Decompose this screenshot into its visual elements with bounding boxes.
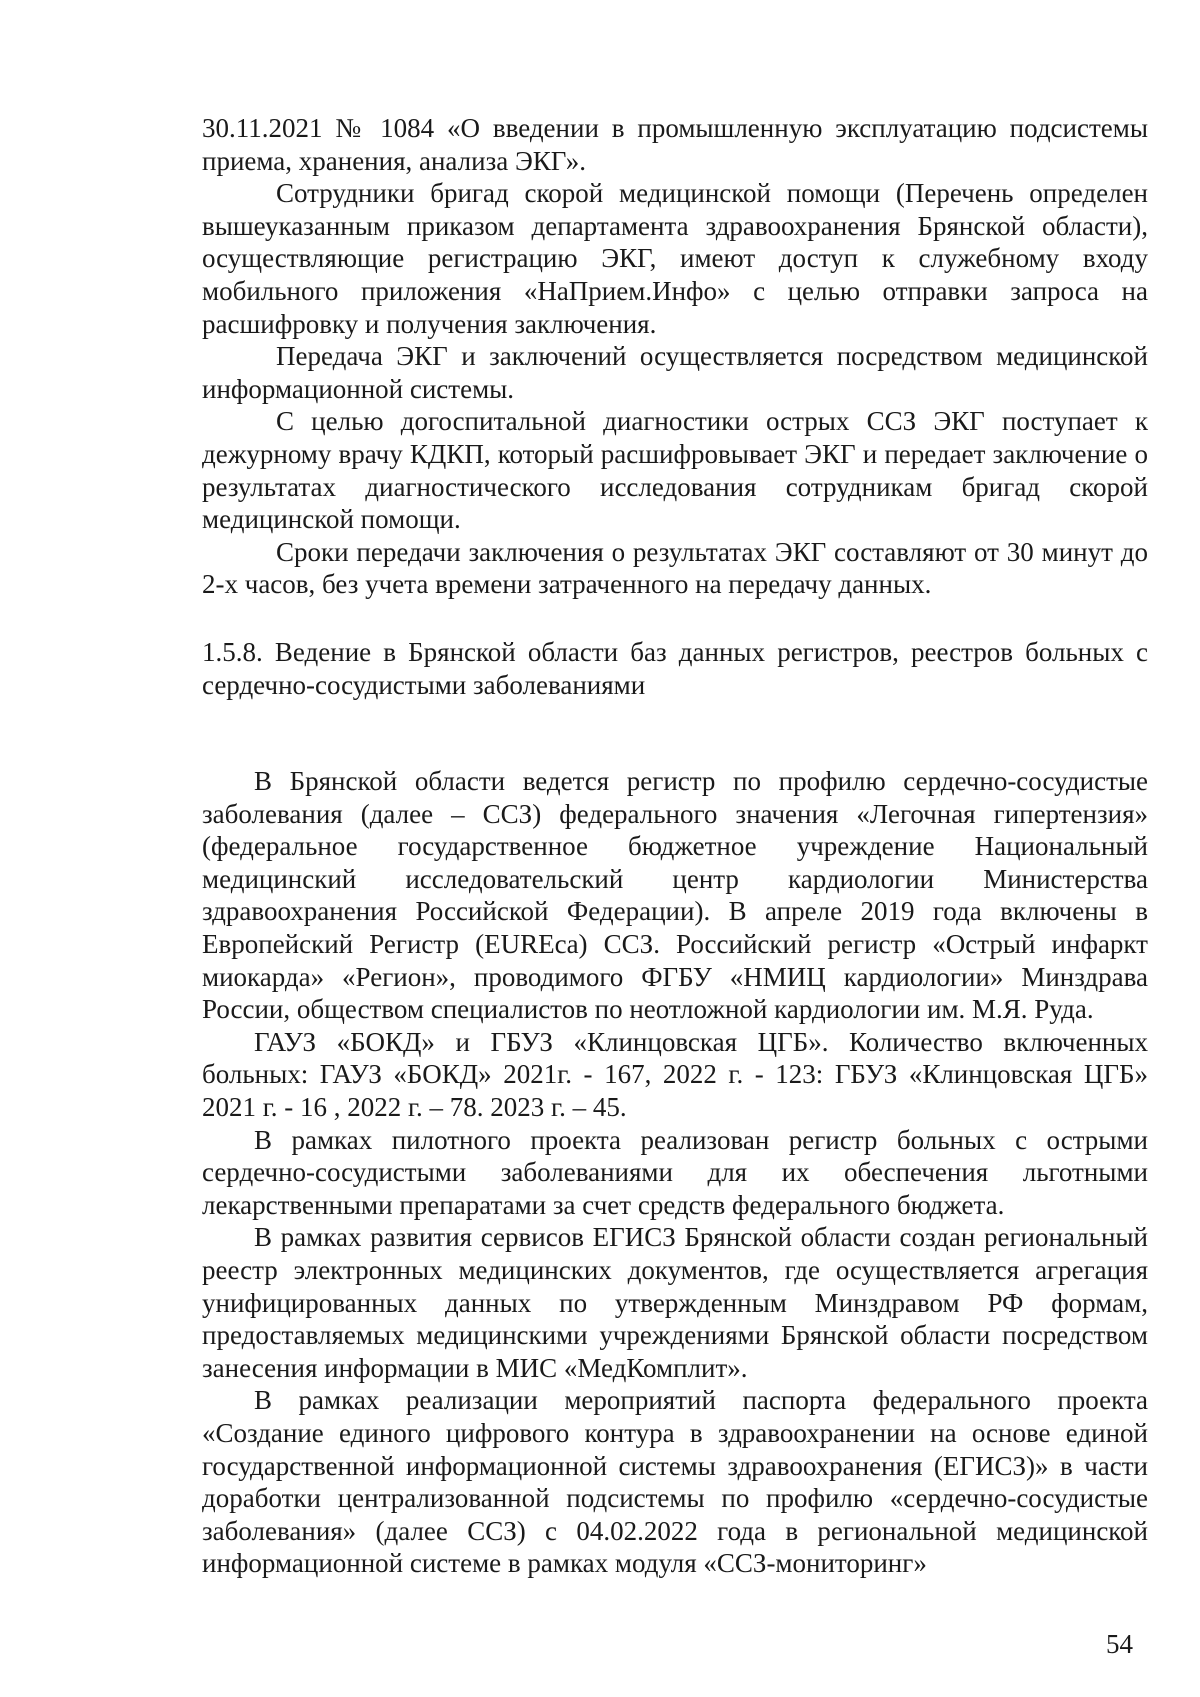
paragraph-transfer-terms: Сроки передачи заключения о результатах ЭКГ составляют от 30 минут до 2-х часов, без учета времени затраченного на передачу данных. — [202, 536, 1148, 600]
document-page — [202, 112, 1148, 1580]
paragraph-prehospital-diagnostics: С целью догоспитальной диагностики острых ССЗ ЭКГ поступает к дежурному врачу КДКП, который расшифровывает ЭКГ и передает заключение о результатах диагностического исследования сотрудникам бригад скорой медицинской помощи. — [202, 406, 1148, 535]
paragraph-registry-counts: ГАУЗ «БОКД» и ГБУЗ «Клинцовская ЦГБ». Количество включенных больных: ГАУЗ «БОКД» 2021г. - 167, 2022 г. - 123: ГБУЗ «Клинцовская ЦГБ» 2021 г. - 16 , 2022 г. – 78. 2023 г. – 45. — [202, 1026, 1148, 1123]
paragraph-ambulance-staff: Сотрудники бригад скорой медицинской помощи (Перечень определен вышеуказанным приказом департамента здравоохранения Брянской области), осуществляющие регистрацию ЭКГ, имеют доступ к служебному входу мобильного приложения «НаПрием.Инфо» с целью отправки запроса на расшифровку и получения заключения. — [202, 178, 1148, 339]
page-number: 54 — [1106, 1629, 1133, 1659]
paragraph-registry-overview: В Брянской области ведется регистр по профилю сердечно-сосудистые заболевания (далее – ССЗ) федерального значения «Легочная гипертензия» (федеральное государственное бюджетное учреждение Национальный медицинский исследовательский центр кардиологии Министерства здравоохранения Российской Федерации). В апреле 2019 года включены в Европейский Регистр (EUREca) ССЗ. Российский регистр «Острый инфаркт миокарда» «Регион», проводимого ФГБУ «НМИЦ кардиологии» Минздрава России, обществом специалистов по неотложной кардиологии им. М.Я. Руда. — [202, 766, 1148, 1025]
section-heading: 1.5.8. Ведение в Брянской области баз данных регистров, реестров больных с сердечно-сосудистыми заболеваниями — [202, 636, 1148, 700]
paragraph-pilot-project: В рамках пилотного проекта реализован регистр больных с острыми сердечно-сосудистыми заболеваниями для их обеспечения льготными лекарственными препаратами за счет средств федерального бюджета. — [202, 1124, 1148, 1220]
paragraph-order-reference: 30.11.2021 № 1084 «О введении в промышленную эксплуатацию подсистемы приема, хранения, анализа ЭКГ». — [202, 113, 1148, 176]
paragraph-egisz-registry: В рамках развития сервисов ЕГИСЗ Брянской области создан региональный реестр электронных медицинских документов, где осуществляется агрегация унифицированных данных по утвержденным Минздравом РФ формам, предоставляемых медицинскими учреждениями Брянской области посредством занесения информации в МИС «МедКомплит». — [202, 1222, 1148, 1383]
paragraph-ecg-transfer: Передача ЭКГ и заключений осуществляется посредством медицинской информационной системы. — [202, 341, 1148, 404]
paragraph-federal-project: В рамках реализации мероприятий паспорта федерального проекта «Создание единого цифрового контура в здравоохранении на основе единой государственной информационной системы здравоохранения (ЕГИСЗ)» в части доработки централизованной подсистемы по профилю «сердечно-сосудистые заболевания» (далее ССЗ) с 04.02.2022 года в региональной медицинской информационной системе в рамках модуля «ССЗ-мониторинг» — [202, 1385, 1148, 1579]
